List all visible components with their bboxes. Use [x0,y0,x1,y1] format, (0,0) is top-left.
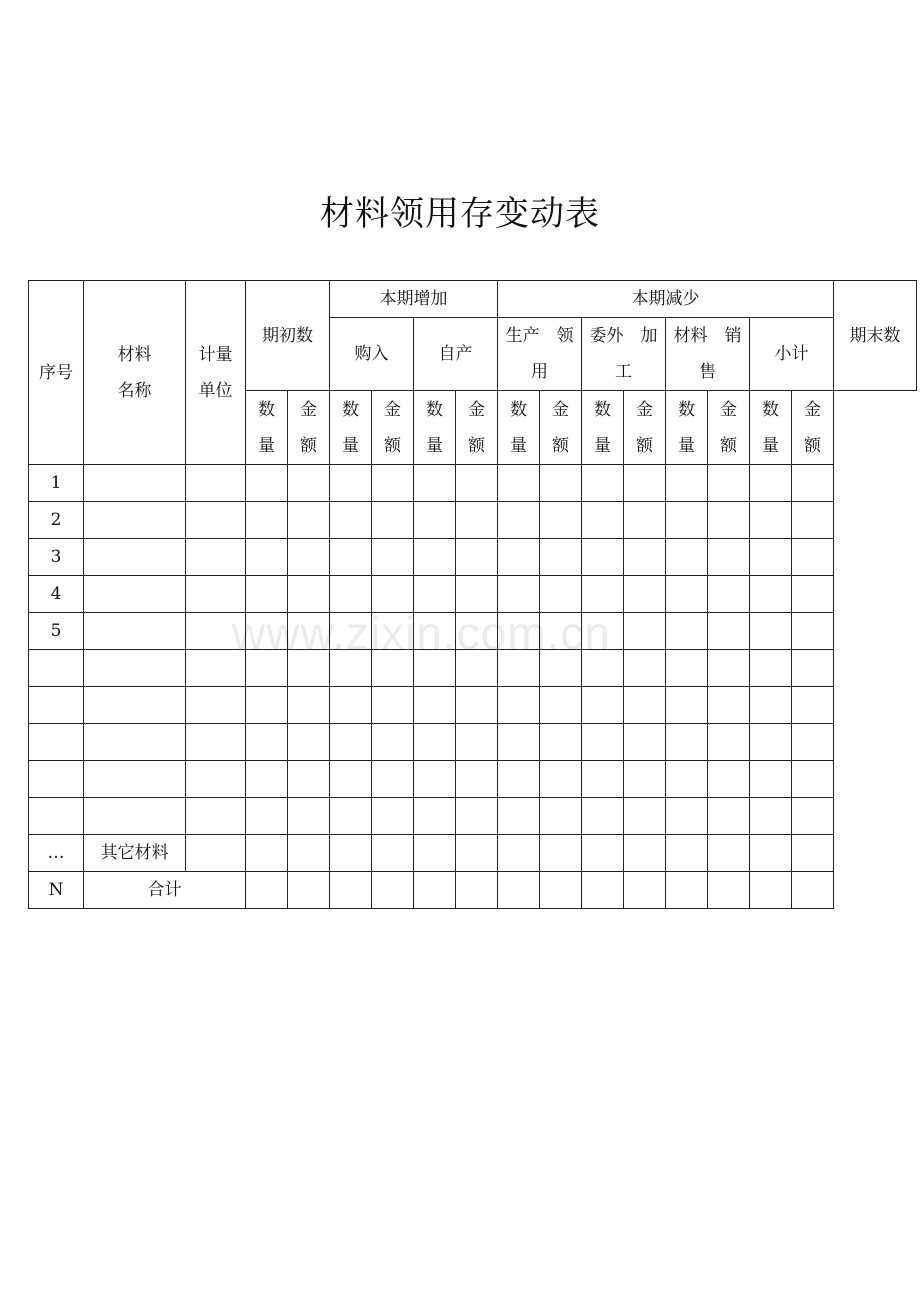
other-materials-row [29,835,917,872]
cell-quantity[interactable] [498,502,540,539]
page-title: 材料领用存变动表 [320,194,600,234]
cell-amount[interactable] [540,613,582,650]
cell-quantity[interactable] [582,539,624,576]
cell-amount[interactable] [372,465,414,502]
cell-quantity[interactable] [582,835,624,872]
header-unit: 计量 单位 [186,281,246,465]
cell-amount[interactable] [540,872,582,909]
cell-amount[interactable] [792,798,834,835]
total-row [29,872,917,909]
cell-amount[interactable] [792,650,834,687]
cell-quantity[interactable] [582,502,624,539]
cell-quantity[interactable] [246,650,288,687]
table-row [29,687,917,724]
cell-amount[interactable] [792,687,834,724]
cell-amount[interactable] [708,502,750,539]
row-unit[interactable] [186,465,246,502]
cell-quantity[interactable] [582,613,624,650]
cell-quantity[interactable] [666,465,708,502]
cell-quantity[interactable] [750,613,792,650]
cell-amount[interactable] [624,724,666,761]
table-row [29,650,917,687]
cell-amount[interactable] [372,576,414,613]
row-unit[interactable] [186,724,246,761]
cell-quantity[interactable] [750,872,792,909]
cell-amount[interactable] [456,798,498,835]
row-material-name[interactable] [84,724,186,761]
row-material-name[interactable] [84,798,186,835]
row-seq [29,798,84,835]
header-material-name: 材料 名称 [84,281,186,465]
cell-amount[interactable] [372,835,414,872]
cell-amount[interactable] [540,539,582,576]
cell-amount[interactable] [792,465,834,502]
cell-amount[interactable] [288,539,330,576]
header-production-use: 生产 领 用 [498,318,582,391]
header-quantity: 数 量 [246,391,288,465]
cell-amount[interactable] [624,687,666,724]
row-unit[interactable] [186,539,246,576]
cell-amount[interactable] [288,872,330,909]
cell-quantity[interactable] [666,650,708,687]
cell-amount[interactable] [708,872,750,909]
cell-quantity[interactable] [414,872,456,909]
cell-quantity[interactable] [750,502,792,539]
header-self-made: 自产 [414,318,498,391]
cell-quantity[interactable] [498,613,540,650]
row-seq: 1 [29,465,84,502]
cell-quantity[interactable] [666,687,708,724]
cell-amount[interactable] [708,798,750,835]
cell-quantity[interactable] [750,798,792,835]
cell-amount[interactable] [624,798,666,835]
cell-quantity[interactable] [330,539,372,576]
cell-amount[interactable] [624,576,666,613]
cell-quantity[interactable] [414,761,456,798]
cell-amount[interactable] [456,650,498,687]
cell-amount[interactable] [792,539,834,576]
cell-amount[interactable] [456,613,498,650]
cell-amount[interactable] [456,835,498,872]
cell-quantity[interactable] [330,872,372,909]
cell-amount[interactable] [792,576,834,613]
table-row [29,724,917,761]
cell-amount[interactable] [708,761,750,798]
cell-quantity[interactable] [330,650,372,687]
cell-quantity[interactable] [666,724,708,761]
row-seq: 5 [29,613,84,650]
cell-quantity[interactable] [330,761,372,798]
cell-quantity[interactable] [750,687,792,724]
cell-quantity[interactable] [246,465,288,502]
cell-amount[interactable] [456,576,498,613]
cell-quantity[interactable] [582,724,624,761]
cell-quantity[interactable] [246,798,288,835]
cell-quantity[interactable] [330,465,372,502]
cell-quantity[interactable] [666,502,708,539]
cell-quantity[interactable] [498,761,540,798]
cell-quantity[interactable] [750,761,792,798]
cell-quantity[interactable] [582,687,624,724]
cell-quantity[interactable] [498,539,540,576]
row-material-name[interactable] [84,650,186,687]
cell-quantity[interactable] [330,798,372,835]
row-material-name[interactable]: 其它材料 [84,835,186,872]
cell-amount[interactable] [288,835,330,872]
row-seq: 2 [29,502,84,539]
cell-amount[interactable] [624,835,666,872]
header-increase: 本期增加 [330,281,498,318]
cell-quantity[interactable] [666,761,708,798]
row-material-name[interactable] [84,761,186,798]
cell-quantity[interactable] [330,724,372,761]
cell-amount[interactable] [708,576,750,613]
header-amount: 金 额 [456,391,498,465]
row-material-name[interactable] [84,502,186,539]
cell-amount[interactable] [708,613,750,650]
cell-quantity[interactable] [666,539,708,576]
cell-amount[interactable] [624,872,666,909]
cell-amount[interactable] [792,872,834,909]
cell-quantity[interactable] [498,576,540,613]
cell-amount[interactable] [708,650,750,687]
cell-amount[interactable] [372,724,414,761]
cell-amount[interactable] [708,465,750,502]
cell-quantity[interactable] [414,502,456,539]
cell-amount[interactable] [540,687,582,724]
cell-amount[interactable] [792,761,834,798]
cell-amount[interactable] [372,798,414,835]
cell-amount[interactable] [540,465,582,502]
header-amount: 金 额 [540,391,582,465]
cell-amount[interactable] [372,761,414,798]
row-unit[interactable] [186,687,246,724]
header-amount: 金 额 [624,391,666,465]
cell-quantity[interactable] [330,687,372,724]
cell-quantity[interactable] [582,872,624,909]
header-purchase: 购入 [330,318,414,391]
cell-quantity[interactable] [666,835,708,872]
cell-amount[interactable] [792,724,834,761]
cell-amount[interactable] [456,872,498,909]
header-outsourcing: 委外 加 工 [582,318,666,391]
cell-amount[interactable] [456,502,498,539]
row-unit[interactable] [186,761,246,798]
cell-amount[interactable] [456,539,498,576]
row-material-name[interactable] [84,465,186,502]
cell-amount[interactable] [372,687,414,724]
header-quantity: 数 量 [750,391,792,465]
cell-amount[interactable] [792,502,834,539]
cell-quantity[interactable] [246,724,288,761]
cell-quantity[interactable] [246,539,288,576]
table-row [29,465,917,502]
cell-quantity[interactable] [582,576,624,613]
cell-quantity[interactable] [414,613,456,650]
cell-amount[interactable] [540,576,582,613]
header-subtotal: 小计 [750,318,834,391]
header-quantity: 数 量 [666,391,708,465]
cell-amount[interactable] [708,687,750,724]
header-quantity: 数 量 [498,391,540,465]
table-row [29,502,917,539]
cell-quantity[interactable] [330,613,372,650]
header-quantity: 数 量 [414,391,456,465]
cell-amount[interactable] [624,761,666,798]
cell-quantity[interactable] [414,798,456,835]
header-material-sales: 材料 销 售 [666,318,750,391]
cell-quantity[interactable] [750,539,792,576]
table-row [29,798,917,835]
cell-amount[interactable] [708,835,750,872]
row-seq: 4 [29,576,84,613]
header-amount: 金 额 [288,391,330,465]
header-amount: 金 额 [708,391,750,465]
cell-quantity[interactable] [498,872,540,909]
cell-amount[interactable] [372,539,414,576]
header-amount: 金 额 [372,391,414,465]
cell-amount[interactable] [288,613,330,650]
cell-amount[interactable] [456,687,498,724]
cell-quantity[interactable] [498,650,540,687]
cell-quantity[interactable] [414,576,456,613]
cell-quantity[interactable] [498,798,540,835]
cell-quantity[interactable] [414,465,456,502]
header-quantity: 数 量 [330,391,372,465]
row-seq [29,761,84,798]
row-seq: 3 [29,539,84,576]
cell-quantity[interactable] [246,761,288,798]
header-decrease: 本期减少 [498,281,834,318]
cell-amount[interactable] [372,872,414,909]
table-row [29,761,917,798]
cell-quantity[interactable] [498,835,540,872]
row-material-name[interactable] [84,576,186,613]
cell-amount[interactable] [456,761,498,798]
row-material-name[interactable] [84,613,186,650]
cell-quantity[interactable] [246,835,288,872]
cell-amount[interactable] [624,539,666,576]
row-material-name[interactable] [84,539,186,576]
cell-quantity[interactable] [498,687,540,724]
inventory-table [28,280,917,909]
cell-amount[interactable] [288,502,330,539]
row-material-name[interactable]: 合计 [84,872,246,909]
row-unit[interactable] [186,613,246,650]
cell-amount[interactable] [792,835,834,872]
cell-amount[interactable] [288,724,330,761]
cell-quantity[interactable] [666,613,708,650]
cell-quantity[interactable] [414,650,456,687]
watermark: www.zixin.com.cn [232,607,611,659]
cell-quantity[interactable] [750,650,792,687]
row-seq: … [29,835,84,872]
cell-amount[interactable] [540,798,582,835]
cell-quantity[interactable] [246,872,288,909]
cell-amount[interactable] [288,465,330,502]
header-closing: 期末数 [834,281,917,391]
header-amount: 金 额 [792,391,834,465]
cell-quantity[interactable] [750,576,792,613]
cell-quantity[interactable] [750,835,792,872]
row-unit[interactable] [186,835,246,872]
cell-quantity[interactable] [498,724,540,761]
cell-amount[interactable] [624,502,666,539]
cell-amount[interactable] [288,687,330,724]
row-seq: N [29,872,84,909]
row-seq [29,687,84,724]
row-seq [29,724,84,761]
cell-quantity[interactable] [246,687,288,724]
cell-quantity[interactable] [246,502,288,539]
cell-quantity[interactable] [582,650,624,687]
cell-amount[interactable] [372,650,414,687]
row-unit[interactable] [186,798,246,835]
row-unit[interactable] [186,650,246,687]
cell-quantity[interactable] [666,872,708,909]
table-row [29,539,917,576]
cell-quantity[interactable] [414,835,456,872]
cell-quantity[interactable] [666,576,708,613]
table-row [29,576,917,613]
cell-amount[interactable] [540,650,582,687]
row-material-name[interactable] [84,687,186,724]
cell-quantity[interactable] [330,835,372,872]
cell-amount[interactable] [708,539,750,576]
cell-amount[interactable] [372,502,414,539]
cell-quantity[interactable] [246,613,288,650]
cell-amount[interactable] [708,724,750,761]
cell-amount[interactable] [540,724,582,761]
cell-amount[interactable] [624,613,666,650]
cell-quantity[interactable] [498,465,540,502]
cell-quantity[interactable] [414,724,456,761]
cell-amount[interactable] [288,798,330,835]
cell-amount[interactable] [540,761,582,798]
cell-quantity[interactable] [414,687,456,724]
cell-quantity[interactable] [246,576,288,613]
cell-quantity[interactable] [582,798,624,835]
cell-amount[interactable] [288,576,330,613]
cell-amount[interactable] [372,613,414,650]
cell-amount[interactable] [624,650,666,687]
cell-quantity[interactable] [582,465,624,502]
cell-quantity[interactable] [414,539,456,576]
row-unit[interactable] [186,502,246,539]
cell-quantity[interactable] [750,724,792,761]
header-quantity: 数 量 [582,391,624,465]
cell-amount[interactable] [540,502,582,539]
row-seq [29,650,84,687]
cell-amount[interactable] [540,835,582,872]
row-unit[interactable] [186,576,246,613]
cell-quantity[interactable] [750,465,792,502]
cell-amount[interactable] [288,650,330,687]
cell-quantity[interactable] [582,761,624,798]
header-opening: 期初数 [246,281,330,391]
table-row [29,613,917,650]
cell-quantity[interactable] [666,798,708,835]
cell-amount[interactable] [624,465,666,502]
cell-quantity[interactable] [330,576,372,613]
cell-amount[interactable] [456,724,498,761]
cell-quantity[interactable] [330,502,372,539]
cell-amount[interactable] [288,761,330,798]
header-seq: 序号 [29,281,84,465]
cell-amount[interactable] [456,465,498,502]
cell-amount[interactable] [792,613,834,650]
